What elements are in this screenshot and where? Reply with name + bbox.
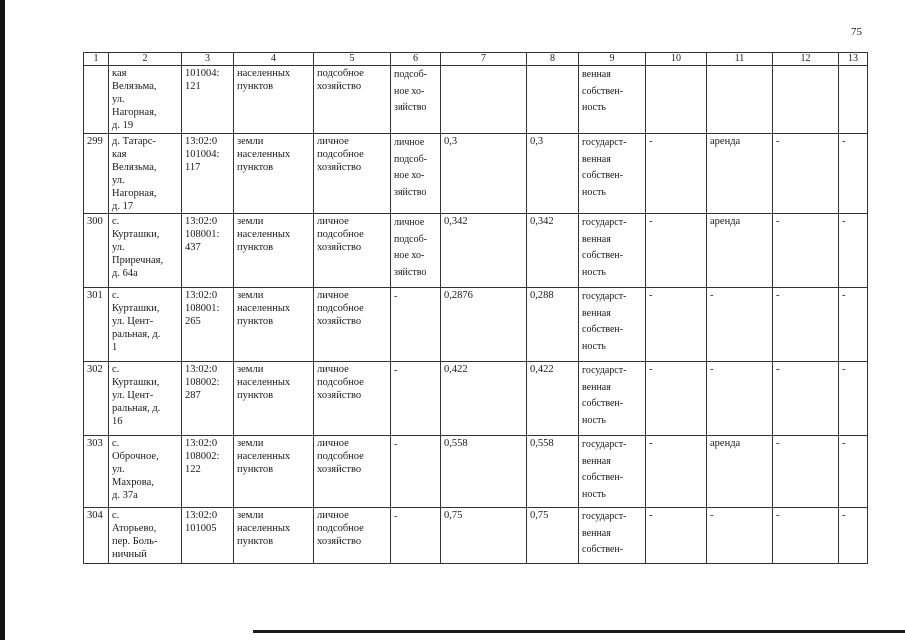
column-number: 10 (646, 53, 707, 66)
land-category-cell: земли населенных пунктов (234, 362, 314, 436)
column-13-cell: - (839, 436, 868, 508)
address-cell: с. Оброчное, ул. Махрова, д. 37а (109, 436, 182, 508)
area-value-cell (441, 66, 527, 134)
ownership-form-cell: государст- венная собствен- ность (579, 214, 646, 288)
column-number: 6 (391, 53, 441, 66)
cadastral-number-cell: 13:02:0 108002: 122 (182, 436, 234, 508)
area-value-cell: 0,75 (441, 508, 527, 564)
permitted-use-cell: личное подсобное хозяйство (314, 508, 391, 564)
area-value-2-cell: 0,558 (527, 436, 579, 508)
cadastral-number-cell: 13:02:0 101005 (182, 508, 234, 564)
column-13-cell: - (839, 214, 868, 288)
cadastral-number-cell: 13:02:0 101004: 117 (182, 134, 234, 214)
column-13-cell: - (839, 508, 868, 564)
rights-type-cell (707, 66, 773, 134)
land-category-cell: земли населенных пунктов (234, 436, 314, 508)
encumbrance-cell: - (646, 214, 707, 288)
land-category-cell: земли населенных пунктов (234, 288, 314, 362)
table-row (84, 214, 868, 288)
land-category-cell: земли населенных пунктов (234, 214, 314, 288)
rights-type-cell: - (707, 288, 773, 362)
permitted-use-cell: личное подсобное хозяйство (314, 436, 391, 508)
actual-use-cell: - (391, 508, 441, 564)
column-12-cell: - (773, 214, 839, 288)
column-13-cell: - (839, 288, 868, 362)
area-value-cell: 0,558 (441, 436, 527, 508)
table-row (84, 362, 868, 436)
encumbrance-cell: - (646, 436, 707, 508)
row-number-cell: 304 (84, 508, 109, 564)
cadastral-number-cell: 13:02:0 108001: 437 (182, 214, 234, 288)
actual-use-cell: подсоб- ное хо- зяйство (391, 66, 441, 134)
permitted-use-cell: личное подсобное хозяйство (314, 362, 391, 436)
area-value-2-cell: 0,342 (527, 214, 579, 288)
address-cell: д. Татарс- кая Велязьма, ул. Нагорная, д. 17 (109, 134, 182, 214)
area-value-2-cell (527, 66, 579, 134)
permitted-use-cell: подсобное хозяйство (314, 66, 391, 134)
column-13-cell (839, 66, 868, 134)
column-number-row (84, 53, 868, 66)
row-number-cell: 300 (84, 214, 109, 288)
table-row (84, 288, 868, 362)
column-number: 4 (234, 53, 314, 66)
land-category-cell: земли населенных пунктов (234, 508, 314, 564)
area-value-2-cell: 0,3 (527, 134, 579, 214)
row-number-cell: 303 (84, 436, 109, 508)
column-13-cell: - (839, 134, 868, 214)
column-number: 7 (441, 53, 527, 66)
ownership-form-cell: государст- венная собствен- (579, 508, 646, 564)
column-number: 11 (707, 53, 773, 66)
column-number: 5 (314, 53, 391, 66)
actual-use-cell: - (391, 362, 441, 436)
table-row (84, 134, 868, 214)
rights-type-cell: - (707, 508, 773, 564)
land-category-cell: населенных пунктов (234, 66, 314, 134)
actual-use-cell: личное подсоб- ное хо- зяйство (391, 214, 441, 288)
area-value-cell: 0,342 (441, 214, 527, 288)
actual-use-cell: - (391, 288, 441, 362)
cadastral-number-cell: 101004: 121 (182, 66, 234, 134)
row-number-cell: 299 (84, 134, 109, 214)
encumbrance-cell: - (646, 134, 707, 214)
ownership-form-cell: государст- венная собствен- ность (579, 134, 646, 214)
ownership-form-cell: государст- венная собствен- ность (579, 288, 646, 362)
column-number: 2 (109, 53, 182, 66)
scan-left-edge (0, 0, 5, 640)
column-number: 9 (579, 53, 646, 66)
address-cell: с. Курташки, ул. Приречная, д. 64а (109, 214, 182, 288)
scan-bottom-edge (253, 630, 905, 633)
cadastral-number-cell: 13:02:0 108002: 287 (182, 362, 234, 436)
column-13-cell: - (839, 362, 868, 436)
table-row (84, 66, 868, 134)
area-value-2-cell: 0,288 (527, 288, 579, 362)
actual-use-cell: - (391, 436, 441, 508)
area-value-2-cell: 0,75 (527, 508, 579, 564)
rights-type-cell: аренда (707, 214, 773, 288)
area-value-cell: 0,3 (441, 134, 527, 214)
column-number: 13 (839, 53, 868, 66)
rights-type-cell: аренда (707, 436, 773, 508)
table-row (84, 508, 868, 564)
table-row (84, 436, 868, 508)
encumbrance-cell: - (646, 288, 707, 362)
row-number-cell (84, 66, 109, 134)
land-category-cell: земли населенных пунктов (234, 134, 314, 214)
address-cell: с. Аторьево, пер. Боль- ничный (109, 508, 182, 564)
ownership-form-cell: государст- венная собствен- ность (579, 362, 646, 436)
encumbrance-cell: - (646, 362, 707, 436)
column-12-cell: - (773, 436, 839, 508)
permitted-use-cell: личное подсобное хозяйство (314, 214, 391, 288)
permitted-use-cell: личное подсобное хозяйство (314, 288, 391, 362)
page-number: 75 (851, 26, 862, 38)
permitted-use-cell: личное подсобное хозяйство (314, 134, 391, 214)
encumbrance-cell (646, 66, 707, 134)
column-12-cell: - (773, 362, 839, 436)
row-number-cell: 302 (84, 362, 109, 436)
land-register-table (83, 52, 868, 564)
column-12-cell: - (773, 508, 839, 564)
column-number: 3 (182, 53, 234, 66)
address-cell: кая Велязьма, ул. Нагорная, д. 19 (109, 66, 182, 134)
area-value-2-cell: 0,422 (527, 362, 579, 436)
column-12-cell: - (773, 288, 839, 362)
ownership-form-cell: венная собствен- ность (579, 66, 646, 134)
column-number: 8 (527, 53, 579, 66)
column-12-cell (773, 66, 839, 134)
cadastral-number-cell: 13:02:0 108001: 265 (182, 288, 234, 362)
area-value-cell: 0,2876 (441, 288, 527, 362)
rights-type-cell: аренда (707, 134, 773, 214)
address-cell: с. Курташки, ул. Цент- ральная, д. 16 (109, 362, 182, 436)
rights-type-cell: - (707, 362, 773, 436)
column-number: 1 (84, 53, 109, 66)
actual-use-cell: личное подсоб- ное хо- зяйство (391, 134, 441, 214)
column-number: 12 (773, 53, 839, 66)
ownership-form-cell: государст- венная собствен- ность (579, 436, 646, 508)
area-value-cell: 0,422 (441, 362, 527, 436)
encumbrance-cell: - (646, 508, 707, 564)
column-12-cell: - (773, 134, 839, 214)
address-cell: с. Курташки, ул. Цент- ральная, д. 1 (109, 288, 182, 362)
row-number-cell: 301 (84, 288, 109, 362)
